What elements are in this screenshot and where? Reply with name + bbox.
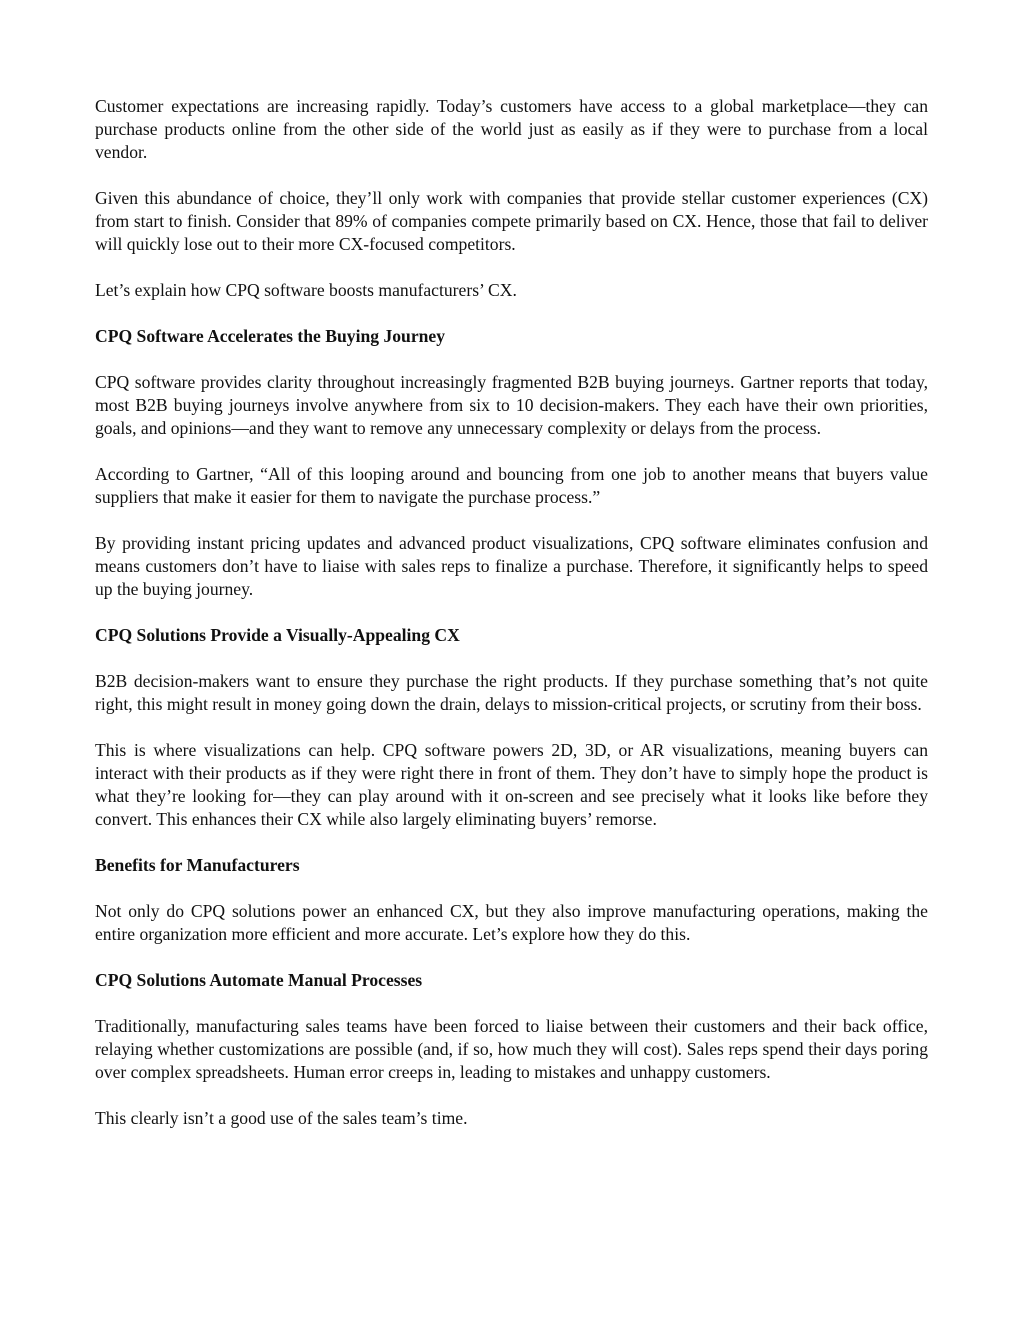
section-heading-buying-journey: CPQ Software Accelerates the Buying Journey [95, 326, 446, 346]
automate-paragraph-2: This clearly isn’t a good use of the sales team’s time. [95, 1108, 468, 1128]
section-heading-automate: CPQ Solutions Automate Manual Processes [95, 970, 423, 990]
buying-journey-paragraph-2: According to Gartner, “All of this looping around and bouncing from one job to another means that buyers value suppliers that make it easier for them to navigate the purchase process.” [95, 464, 928, 507]
intro-paragraph-3: Let’s explain how CPQ software boosts manufacturers’ CX. [95, 280, 517, 300]
buying-journey-paragraph-1: CPQ software provides clarity throughout increasingly fragmented B2B buying journeys. Gartner reports that today, most B2B buying journeys involve anywhere from six to 10 decision-makers. They each have their own priorities, goals, and opinions—and they want to remove any unnecessary complexity or delays from the process. [95, 372, 928, 438]
buying-journey-paragraph-3: By providing instant pricing updates and advanced product visualizations, CPQ software eliminates confusion and means customers don’t have to liaise with sales reps to finalize a purchase. Therefore, it significantly helps to speed up the buying journey. [95, 533, 928, 599]
visual-cx-paragraph-2: This is where visualizations can help. CPQ software powers 2D, 3D, or AR visualizations, meaning buyers can interact with their products as if they were right there in front of them. They don’t have to simply hope the product is what they’re looking for—they can play around with it on-screen and see precisely what it looks like before they convert. This enhances their CX while also largely eliminating buyers’ remorse. [95, 740, 928, 829]
intro-paragraph-1: Customer expectations are increasing rapidly. Today’s customers have access to a global marketplace—they can purchase products online from the other side of the world just as easily as if they were to purchase from a local vendor. [95, 96, 928, 162]
intro-paragraph-2: Given this abundance of choice, they’ll only work with companies that provide stellar customer experiences (CX) from start to finish. Consider that 89% of companies compete primarily based on CX. Hence, those that fail to deliver will quickly lose out to their more CX-focused competitors. [95, 188, 928, 254]
benefits-paragraph-1: Not only do CPQ solutions power an enhanced CX, but they also improve manufacturing operations, making the entire organization more efficient and more accurate. Let’s explore how they do this. [95, 901, 928, 944]
section-heading-benefits: Benefits for Manufacturers [95, 855, 300, 875]
document-page [95, 95, 928, 1153]
visual-cx-paragraph-1: B2B decision-makers want to ensure they purchase the right products. If they purchase something that’s not quite right, this might result in money going down the drain, delays to mission-critical projects, or scrutiny from their boss. [95, 671, 928, 714]
section-heading-visual-cx: CPQ Solutions Provide a Visually-Appealing CX [95, 625, 460, 645]
automate-paragraph-1: Traditionally, manufacturing sales teams have been forced to liaise between their customers and their back office, relaying whether customizations are possible (and, if so, how much they will cost). Sales reps spend their days poring over complex spreadsheets. Human error creeps in, leading to mistakes and unhappy customers. [95, 1016, 928, 1082]
